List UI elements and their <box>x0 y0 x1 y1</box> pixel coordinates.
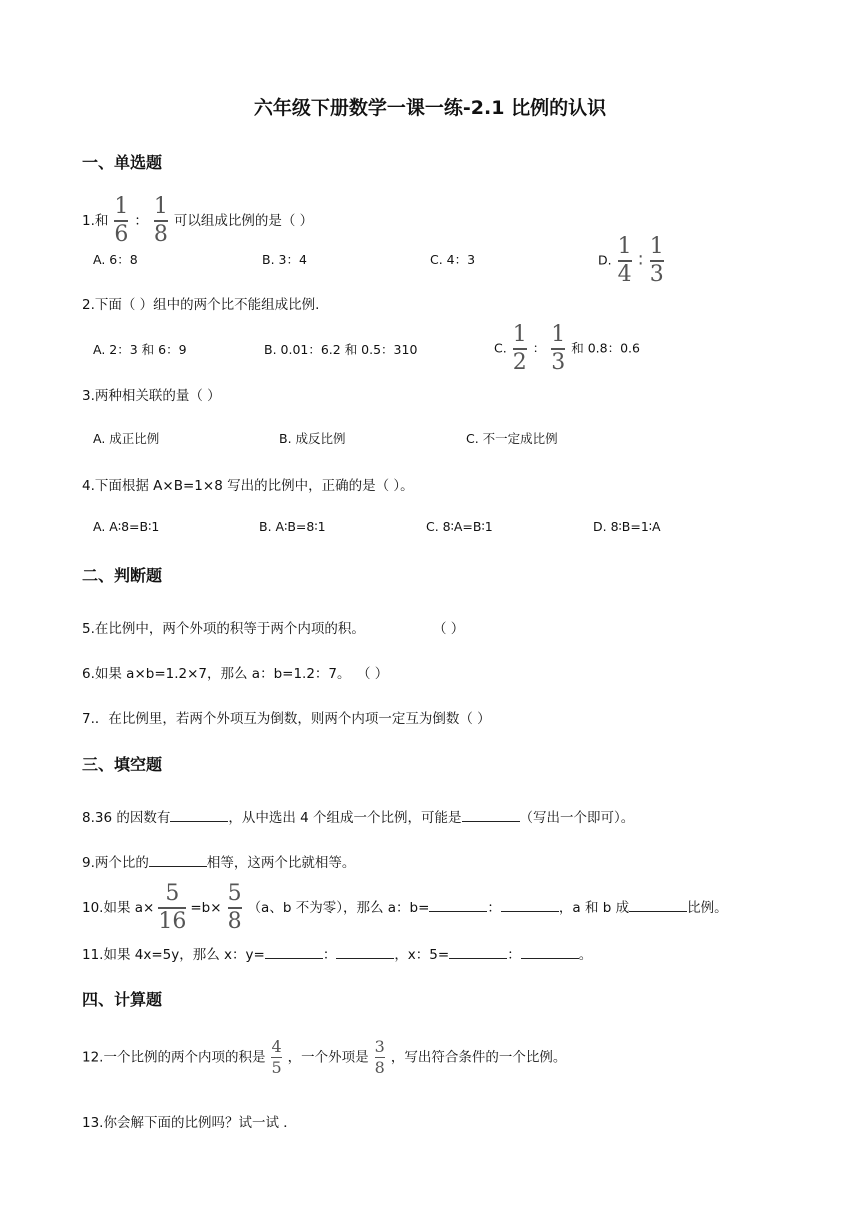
option-b: B. 成反比例 <box>279 431 346 446</box>
answer-bracket: （ ） <box>433 621 465 637</box>
fraction-denominator: 16 <box>158 909 187 934</box>
question-text: 12.一个比例的两个内项的积是 <box>82 1049 266 1066</box>
fraction <box>152 196 170 246</box>
option-a: A. A∶8=B∶1 <box>93 519 160 534</box>
question-4: 4.下面根据 A×B=1×8 写出的比例中，正确的是（ ）。 <box>82 478 414 494</box>
fraction <box>616 236 634 286</box>
fraction-numerator: 5 <box>227 881 242 906</box>
fraction-denominator: 8 <box>153 222 168 247</box>
fraction-numerator: 1 <box>617 234 632 259</box>
fraction-denominator: 5 <box>271 1058 282 1077</box>
section-heading-fill-blank: 三、填空题 <box>82 755 163 774</box>
fraction <box>158 883 186 933</box>
question-12 <box>82 1039 566 1076</box>
question-text: （a、b 不为零），那么 a：b= <box>247 900 430 916</box>
answer-blank <box>429 899 487 912</box>
option-b: B. 0.01：6.2 和 0.5：310 <box>264 342 418 357</box>
question-3: 3.两种相关联的量（ ） <box>82 388 221 404</box>
fraction-numerator: 1 <box>551 322 566 347</box>
option-label: D. <box>598 252 612 268</box>
question-7: 7.．在比例里，若两个外项互为倒数，则两个内项一定互为倒数（ ） <box>82 711 491 727</box>
question-text: ，写出符合条件的一个比例。 <box>390 1049 567 1066</box>
question-5: 5.在比例中，两个外项的积等于两个内项的积。 <box>82 621 365 637</box>
fraction-numerator: 1 <box>512 322 527 347</box>
fraction-numerator: 5 <box>165 881 180 906</box>
answer-blank <box>449 946 507 959</box>
fraction-denominator: 3 <box>551 350 566 375</box>
question-1 <box>82 196 313 246</box>
option-c: C. 不一定成比例 <box>466 431 558 446</box>
question-10 <box>82 883 728 933</box>
fraction-numerator: 1 <box>114 194 129 219</box>
fraction <box>549 324 567 374</box>
question-text: 。 <box>578 947 593 963</box>
question-2: 2.下面（ ）组中的两个比不能组成比例. <box>82 297 320 313</box>
answer-blank <box>462 809 520 822</box>
page-title: 六年级下册数学一课一练-2.1 比例的认识 <box>253 97 607 119</box>
question-text: 10.如果 a× <box>82 900 155 916</box>
fraction-numerator: 1 <box>649 234 664 259</box>
fraction <box>511 324 529 374</box>
answer-blank <box>629 899 687 912</box>
answer-bracket: （ ） <box>357 666 389 682</box>
option-label: C. <box>494 340 507 356</box>
answer-blank <box>501 899 559 912</box>
question-8 <box>82 806 634 826</box>
fraction <box>648 236 666 286</box>
question-text: 1.和 <box>82 213 109 229</box>
question-text: 可以组成比例的是（ ） <box>173 213 314 229</box>
question-text: 比例。 <box>687 900 728 916</box>
option-d: D. 8∶B=1∶A <box>593 519 661 534</box>
fraction-numerator: 4 <box>271 1037 282 1056</box>
question-11 <box>82 943 592 963</box>
ratio-separator: ： <box>134 213 148 229</box>
section-heading-true-false: 二、判断题 <box>82 566 163 585</box>
question-text: ，从中选出 4 个组成一个比例，可能是 <box>228 810 462 826</box>
question-text: 相等，这两个比就相等。 <box>206 855 356 871</box>
question-text: ，一个外项是 <box>287 1049 369 1066</box>
question-9 <box>82 851 355 871</box>
answer-blank <box>521 946 579 959</box>
answer-blank <box>170 809 228 822</box>
fraction-denominator: 2 <box>512 350 527 375</box>
question-text: ，x：5= <box>394 947 450 963</box>
fraction-denominator: 8 <box>227 909 242 934</box>
option-a: A. 2：3 和 6：9 <box>93 342 187 357</box>
fraction-numerator: 3 <box>374 1037 385 1056</box>
fraction-denominator: 6 <box>114 222 129 247</box>
option-c <box>494 324 640 374</box>
answer-blank <box>336 946 394 959</box>
question-text: 9.两个比的 <box>82 855 149 871</box>
option-b: B. A∶B=8∶1 <box>259 519 326 534</box>
fraction <box>373 1039 387 1076</box>
question-text: （写出一个即可）。 <box>519 810 635 826</box>
option-a: A. 成正比例 <box>93 431 160 446</box>
question-text: ，a 和 b 成 <box>558 900 630 916</box>
section-heading-single-choice: 一、单选题 <box>82 153 163 172</box>
fraction-numerator: 1 <box>153 194 168 219</box>
fraction <box>112 196 130 246</box>
option-text: 和 0.8：0.6 <box>571 340 640 356</box>
question-6: 6.如果 a×b=1.2×7，那么 a：b=1.2：7。 <box>82 666 351 682</box>
question-text: ： <box>507 947 521 963</box>
question-13: 13.你会解下面的比例吗？试一试 ． <box>82 1115 297 1131</box>
fraction <box>226 883 244 933</box>
fraction-denominator: 4 <box>617 262 632 287</box>
fraction-denominator: 8 <box>374 1058 385 1077</box>
option-c: C. 8∶A=B∶1 <box>426 519 493 534</box>
question-text: ： <box>487 900 501 916</box>
question-text: 8.36 的因数有 <box>82 810 171 826</box>
fraction <box>269 1039 283 1076</box>
ratio-separator: : <box>637 248 644 270</box>
question-text: ： <box>322 947 337 963</box>
answer-blank <box>149 854 207 867</box>
option-a: A. 6：8 <box>93 252 138 267</box>
option-c: C. 4：3 <box>430 252 476 267</box>
fraction-denominator: 3 <box>649 262 664 287</box>
answer-blank <box>265 946 323 959</box>
section-heading-calculation: 四、计算题 <box>82 990 163 1009</box>
option-b: B. 3：4 <box>262 252 307 267</box>
ratio-separator: ： <box>532 340 546 356</box>
option-d <box>598 236 670 286</box>
question-text: 11.如果 4x=5y，那么 x：y= <box>82 947 265 963</box>
question-text: =b× <box>190 900 222 916</box>
